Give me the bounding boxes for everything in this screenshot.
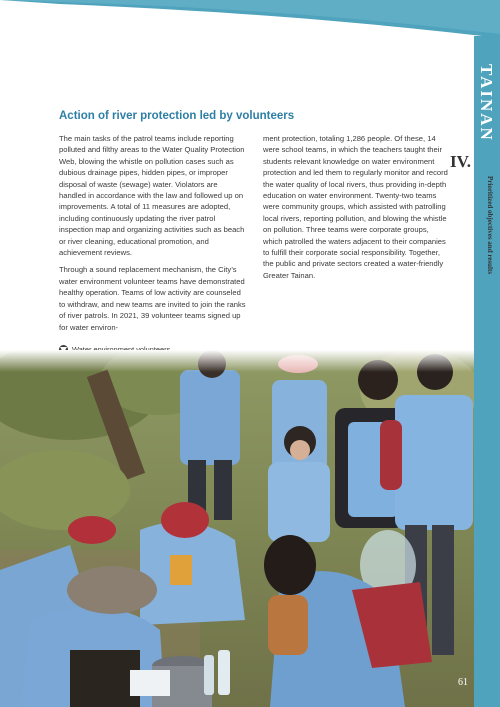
top-decorative-band <box>0 0 500 40</box>
paragraph: Through a sound replacement mechanism, the City’s water environment volunteer teams have demonstrated healthy operation. Teams of low activity are counseled to withdraw, and new teams are invited to join the ranks of river patrols. In 2021, 39 volunteer teams signed up for water environ- <box>59 265 246 332</box>
volunteers-photo <box>0 350 474 707</box>
text-column-left <box>59 133 246 339</box>
page-number: 61 <box>458 677 468 688</box>
text-column-right <box>263 133 449 287</box>
side-tab-chapter: IV. <box>450 152 471 171</box>
volunteers-photo-illustration <box>0 350 474 707</box>
paragraph: The main tasks of the patrol teams include reporting polluted and filthy areas to the Water Quality Protection Web, blowing the whistle on pollution cases such as dubious drainage pipes, hidden pipes, or improper disposal of waste (sewage) water. Violators are handled in accordance with the law and followed up on improvements. A total of 11 measures are adopted, including continuously updating the river patrol inspection map and organizing activities such as beach or river cleaning, educational promotion, and achievement reviews. <box>59 134 245 258</box>
side-tab-city: TAINAN <box>477 64 496 142</box>
paragraph: ment protection, totaling 1,286 people. Of these, 14 were school teams, in which the teachers taught their students relevant knowledge on water environment protection and led them to regularly monitor and record the water quality of local rivers, thus providing in-depth education on water environment. Twenty-two teams were community groups, which assisted with patrolling local rivers, reporting pollution, and blowing the whistle on pollution. Three teams were corporate groups, which patrolled the waters adjacent to their companies to fulfill their corporate social responsibility. Together, the public and private sectors created a water-friendly Greater Tainan. <box>263 134 448 280</box>
section-heading: Action of river protection led by volunteers <box>59 110 295 122</box>
side-tab-subtitle: Prioritized objectives and results <box>486 176 494 275</box>
